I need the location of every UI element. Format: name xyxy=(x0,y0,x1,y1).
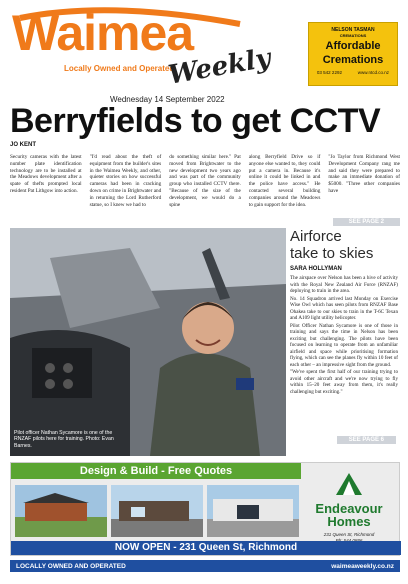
endeavour-name-1: Endeavour xyxy=(315,501,383,516)
see-page-2-link[interactable]: SEE PAGE 2 xyxy=(333,218,400,226)
cremations-ad[interactable] xyxy=(308,22,398,86)
ad-strip: NOW OPEN - 231 Queen St, Richmond xyxy=(11,541,401,555)
lead-article xyxy=(10,154,400,208)
ad-title-1: Affordable xyxy=(325,40,381,52)
endeavour-brand xyxy=(303,471,395,550)
ad-title-2: Cremations xyxy=(322,54,384,66)
endeavour-logo-icon xyxy=(334,471,364,497)
footer-left: LOCALLY OWNED AND OPERATED xyxy=(16,562,126,570)
masthead-tagline: Locally Owned and Operated xyxy=(64,64,175,73)
side-title-1: Airforce xyxy=(290,228,342,245)
side-para-4: "We've spent the first half of our training trying to avoid other aircraft and we're now trying to fly within 15–20 feet away from them, it's really challenging but exciting." xyxy=(290,369,398,395)
masthead-logo: Waimea xyxy=(12,5,194,61)
side-body xyxy=(288,275,400,395)
lead-col-5: "Jo Taylor from Richmond West Development Company rang me and said they were prepared to make an immediate donation of $5000. "Three other companies have xyxy=(328,154,400,194)
ad-brand-sub: CREMATIONS xyxy=(339,33,367,38)
ad-brand: NELSON TASMAN xyxy=(331,27,375,33)
masthead xyxy=(0,0,408,104)
issue-date: Wednesday 14 September 2022 xyxy=(110,95,225,104)
cockpit-illustration xyxy=(10,228,286,456)
footer-website-link[interactable]: waimeaweekly.co.nz xyxy=(331,562,394,570)
house-photo-1 xyxy=(15,485,107,537)
side-para-1: The airspace over Nelson has been a hive of activity with the Royal New Zealand Air Force (RNZAF) deploying to train in the area. xyxy=(290,275,398,294)
lead-col-1: Security cameras with the latest number plate identification technology are to be installed at the Meadows development after a spate of thefts prompted local resident Pat Lithgow into action. xyxy=(10,154,82,194)
ad-web: www.ntcd.co.nz xyxy=(357,70,390,75)
photo-caption: Pilot officer Nathan Sycamore is one of the RNZAF pilots here for training. Photo: Evan Barnes. xyxy=(14,430,114,449)
side-title-2: take to skies xyxy=(290,245,374,262)
house-photo-2 xyxy=(111,485,203,537)
lead-col-4: along Berryfield Drive so if anyone else wanted to, they could put a camera in. Because it's online it could be linked in and the police have access." He contacted several building companies around the Meadows to gain support for the idea. xyxy=(248,154,321,208)
side-para-2: No. 14 Squadron arrived last Monday on Exercise Wise Owl which has seen pilots from RNZAF Base Ohakea take to our skies to train in the T-6C Texan and A109 light utility helicopter. xyxy=(290,295,398,321)
side-author: SARA HOLLYMAN xyxy=(290,266,342,272)
endeavour-address: 231 Queen St, Richmond xyxy=(323,532,375,537)
endeavour-homes-ad[interactable] xyxy=(10,462,400,556)
see-page-6-link[interactable]: SEE PAGE 6 xyxy=(337,436,396,444)
endeavour-name-2: Homes xyxy=(327,514,371,529)
lead-headline: Berryfields to get CCTV xyxy=(10,102,381,140)
lead-col-2: "I'd read about the theft of equipment from the builder's sites in the Waimea Weekly, and other, quieter stories on how successful cameras had been in cracking down on crime in Brightwater and in returning the Lord Rutherford statue, so I knew we had to xyxy=(89,154,162,208)
page-footer xyxy=(10,560,400,572)
airforce-sidebar xyxy=(288,228,400,456)
lead-byline: JO KENT xyxy=(10,142,37,148)
pilot-photo xyxy=(10,228,286,456)
lead-col-3: do something similar here." Pat moved from Brightwater to the new development two years ago and was part of the community group who installed CCTV there. "Because of the size of the development, we would do a spine xyxy=(169,154,241,208)
side-para-3: Pilot Officer Nathan Sycamore is one of those in training and says the time in Nelson has been exciting but challenging. The pilots have been focused on learning to operate from an unfamiliar airfield and space while prioritising formation flying, which can see the planes fly within 10 feet of each other – an impressive sight from the ground. xyxy=(290,322,398,368)
house-photo-3 xyxy=(207,485,299,537)
masthead-weekly-logo: Weekly xyxy=(166,43,273,91)
ad-phone: 03 542 2292 xyxy=(316,70,342,75)
ad-banner: Design & Build - Free Quotes xyxy=(11,463,301,479)
